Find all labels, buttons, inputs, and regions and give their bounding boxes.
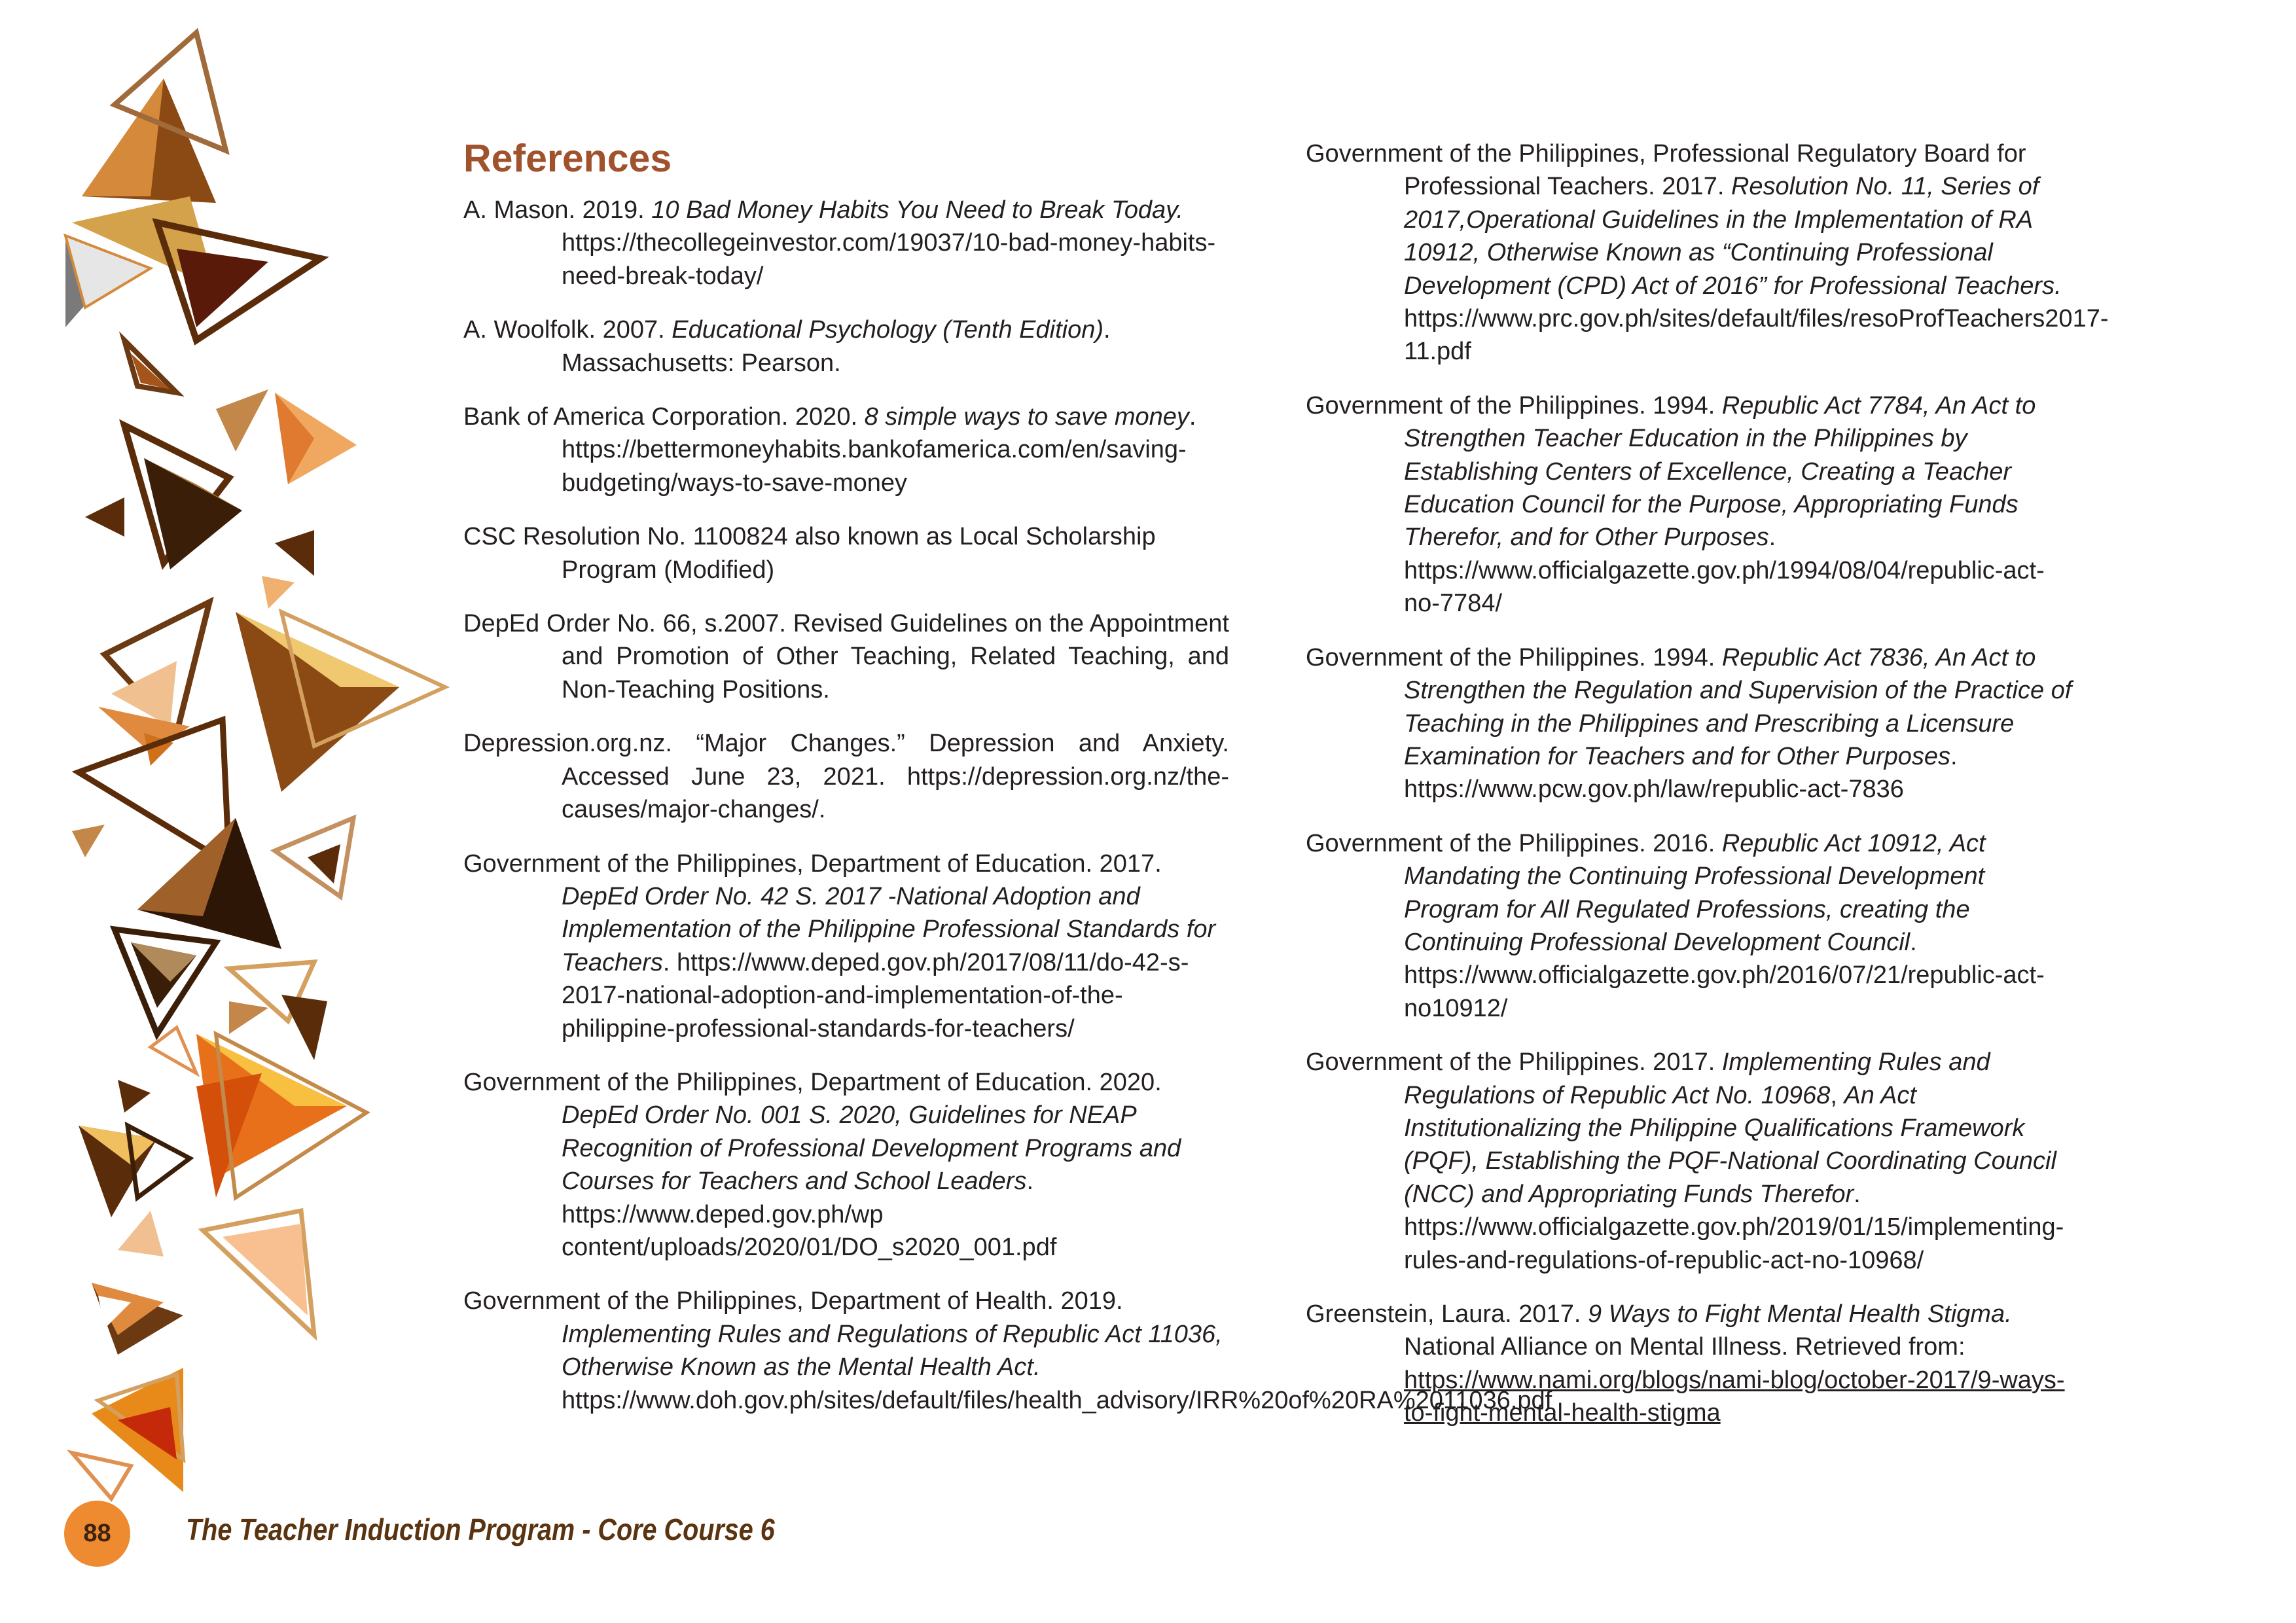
reference-entry: Depression.org.nz. “Major Changes.” Depression and Anxiety. Accessed June 23, 2021. https://depression.org.nz/the-causes/major-changes/. [463,730,1229,824]
reference-entry: CSC Resolution No. 1100824 also known as Local Scholarship Program (Modified) [463,523,1156,584]
reference-entry: Government of the Philippines. 1994. Republic Act 7784, An Act to Strengthen Teacher Education in the Philippines by Establishing Centers of Excellence, Creating a Teacher Education Council for the Purpose, Appropriating Funds Therefor, and for Other Purposes. https://www.officialgazette.gov.ph/1994/08/04/republic-act-no-7784/ [1306,391,2045,618]
reference-entry: Government of the Philippines. 2016. Republic Act 10912, Act Mandating the Continuing Professional Development Program for All Regulated Professions, creating the Continuing Professional Development Council. https://www.officialgazette.gov.ph/2016/07/21/republic-act-no10912/ [1306,829,2045,1022]
reference-entry: Bank of America Corporation. 2020. 8 simple ways to save money. https://bettermoneyhabits.bankofamerica.com/en/saving-budgeting/ways-to-save-money [463,403,1196,497]
reference-entry: Government of the Philippines. 1994. Republic Act 7836, An Act to Strengthen the Regulation and Supervision of the Practice of Teaching in the Philippines and Prescribing a Licensure Examination for Teachers and for Other Purposes. https://www.pcw.gov.ph/law/republic-act-7836 [1306,643,2072,804]
reference-entry: A. Woolfolk. 2007. Educational Psychology (Tenth Edition). Massachusetts: Pearson. [463,316,1111,377]
reference-entry: Government of the Philippines. 2017. Implementing Rules and Regulations of Republic Act No. 10968, An Act Institutionalizing the Philippine Qualifications Framework (PQF), Establishing the PQF-National Coordinating Council (NCC) and Appropriating Funds Therefor. https://www.officialgazette.gov.ph/2019/01/15/implementing-rules-and-regulations-of-republic-act-no-10968/ [1306,1048,2064,1274]
reference-entry: DepEd Order No. 66, s.2007. Revised Guidelines on the Appointment and Promotion of Other Teaching, Related Teaching, and Non-Teaching Positions. [463,610,1229,704]
reference-entry: Government of the Philippines, Department of Health. 2019. Implementing Rules and Regulations of Republic Act 11036, Otherwise Known as the Mental Health Act. https://www.doh.gov.ph/sites/default/files/health_advisory/IRR%20of%20RA%2011036.pdf [463,1287,1552,1414]
reference-entry: Greenstein, Laura. 2017. 9 Ways to Fight Mental Health Stigma. National Alliance on Mental Illness. Retrieved from: https://www.nami.org/blogs/nami-blog/october-2017/9-ways-to-fight-mental-health-stigma [1306,1300,2065,1427]
page-number-badge: 88 [64,1501,130,1567]
footer-title: The Teacher Induction Program - Core Course 6 [186,1512,775,1546]
reference-entry: Government of the Philippines, Department of Education. 2020. DepEd Order No. 001 S. 2020, Guidelines for NEAP Recognition of Professional Development Programs and Courses for Teachers and School Leaders. https://www.deped.gov.ph/wp content/uploads/2020/01/DO_s2020_001.pdf [463,1068,1181,1261]
reference-entry: Government of the Philippines, Department of Education. 2017. DepEd Order No. 42 S. 2017 -National Adoption and Implementation of the Philippine Professional Standards for Teachers. https://www.deped.gov.ph/2017/08/11/do-42-s-2017-national-adoption-and-implementation-of-the-philippine-professional-standards-for-teachers/ [463,849,1216,1043]
references-left-column [463,194,1552,1438]
reference-entry: Government of the Philippines, Professional Regulatory Board for Professional Teachers. 2017. Resolution No. 11, Series of 2017,Operational Guidelines in the Implementation of RA 10912, Otherwise Known as “Continuing Professional Development (CPD) Act of 2016” for Professional Teachers. https://www.prc.gov.ph/sites/default/files/resoProfTeachers2017-11.pdf [1306,140,2109,366]
page-title: References [463,137,672,180]
references-right-column [1306,137,2109,1451]
decorative-triangles [0,0,458,1623]
reference-entry: A. Mason. 2019. 10 Bad Money Habits You Need to Break Today. https://thecollegeinvestor.com/19037/10-bad-money-habits-need-break-today/ [463,196,1216,290]
nami-reference-link[interactable]: https://www.nami.org/blogs/nami-blog/october-2017/9-ways-to-fight-mental-health-stigma [1404,1366,2065,1427]
